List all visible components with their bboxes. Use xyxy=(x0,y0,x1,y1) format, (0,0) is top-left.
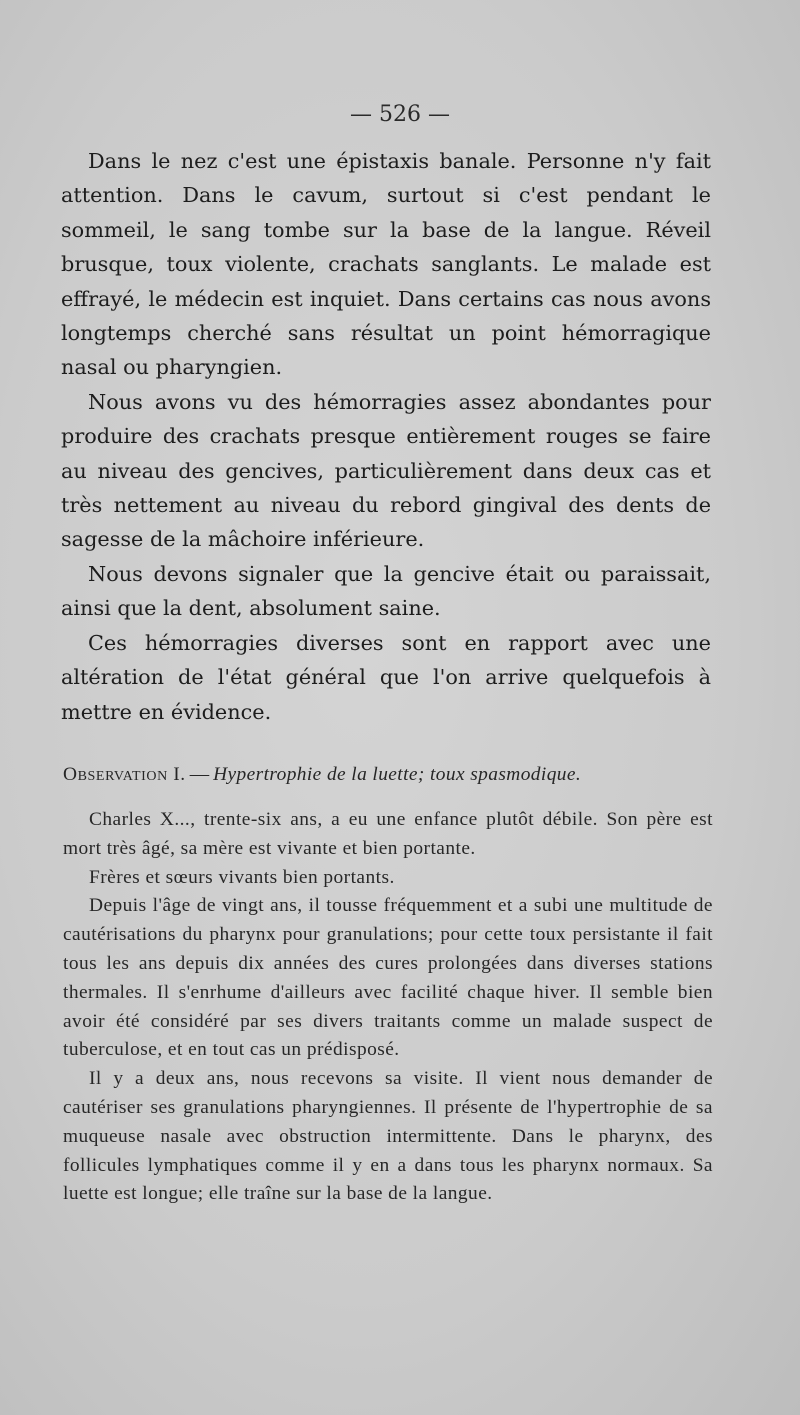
paragraph: Nous devons signaler que la gencive était ou paraissait, ainsi que la dent, absolument saine. xyxy=(61,561,711,621)
paragraph: Nous avons vu des hémorragies assez abondantes pour produire des crachats presque entièrement rouges se faire au niveau des gencives, particulièrement dans deux cas et très nettement au niveau du rebord gingival des dents de sagesse de la mâchoire inférieure. xyxy=(61,389,711,552)
observation-paragraph: Charles X..., trente-six ans, a eu une enfance plutôt débile. Son père est mort très âgé, sa mère est vivante et bien portante. xyxy=(63,809,713,859)
observation-heading-wrap xyxy=(36,760,713,790)
observation-body xyxy=(63,806,713,1209)
paragraph: Dans le nez c'est une épistaxis banale. Personne n'y fait attention. Dans le cavum, surtout si c'est pendant le sommeil, le sang tombe sur la base de la langue. Réveil brusque, toux violente, crachats sanglants. Le malade est effrayé, le médecin est inquiet. Dans certains cas nous avons longtemps cherché sans résultat un point hémorragique nasal ou pharyngien. xyxy=(61,149,711,380)
observation-separator: — xyxy=(189,764,210,785)
observation-paragraph: Frères et sœurs vivants bien portants. xyxy=(89,866,395,888)
page-number: — 526 — xyxy=(350,102,450,127)
observation-paragraph: Il y a deux ans, nous recevons sa visite. Il vient nous demander de cautériser ses granulations pharyngiennes. Il présente de l'hypertrophie de sa muqueuse nasale avec obstruction intermittente. Dans le pharynx, des follicules lymphatiques comme il y en a dans tous les pharynx normaux. Sa luette est longue; elle traîne sur la base de la langue. xyxy=(63,1068,713,1205)
observation-section xyxy=(63,760,713,1209)
observation-paragraph: Depuis l'âge de vingt ans, il tousse fréquemment et a subi une multitude de cautérisations du pharynx pour granulations; pour cette toux persistante il fait tous les ans depuis dix années des cures prolongées dans diverses stations thermales. Il s'enrhume d'ailleurs avec facilité chaque hiver. Il semble bien avoir été considéré par ses divers traitants comme un malade suspect de tuberculose, et en tout cas un prédisposé. xyxy=(63,895,713,1061)
observation-subject: Hypertrophie de la luette; toux spasmodique. xyxy=(213,764,582,785)
main-text xyxy=(61,144,711,729)
paragraph: Ces hémorragies diverses sont en rapport avec une altération de l'état général que l'on arrive quelquefois à mettre en évidence. xyxy=(61,630,711,724)
observation-title: Observation I. xyxy=(63,764,186,785)
observation-heading xyxy=(63,760,713,790)
